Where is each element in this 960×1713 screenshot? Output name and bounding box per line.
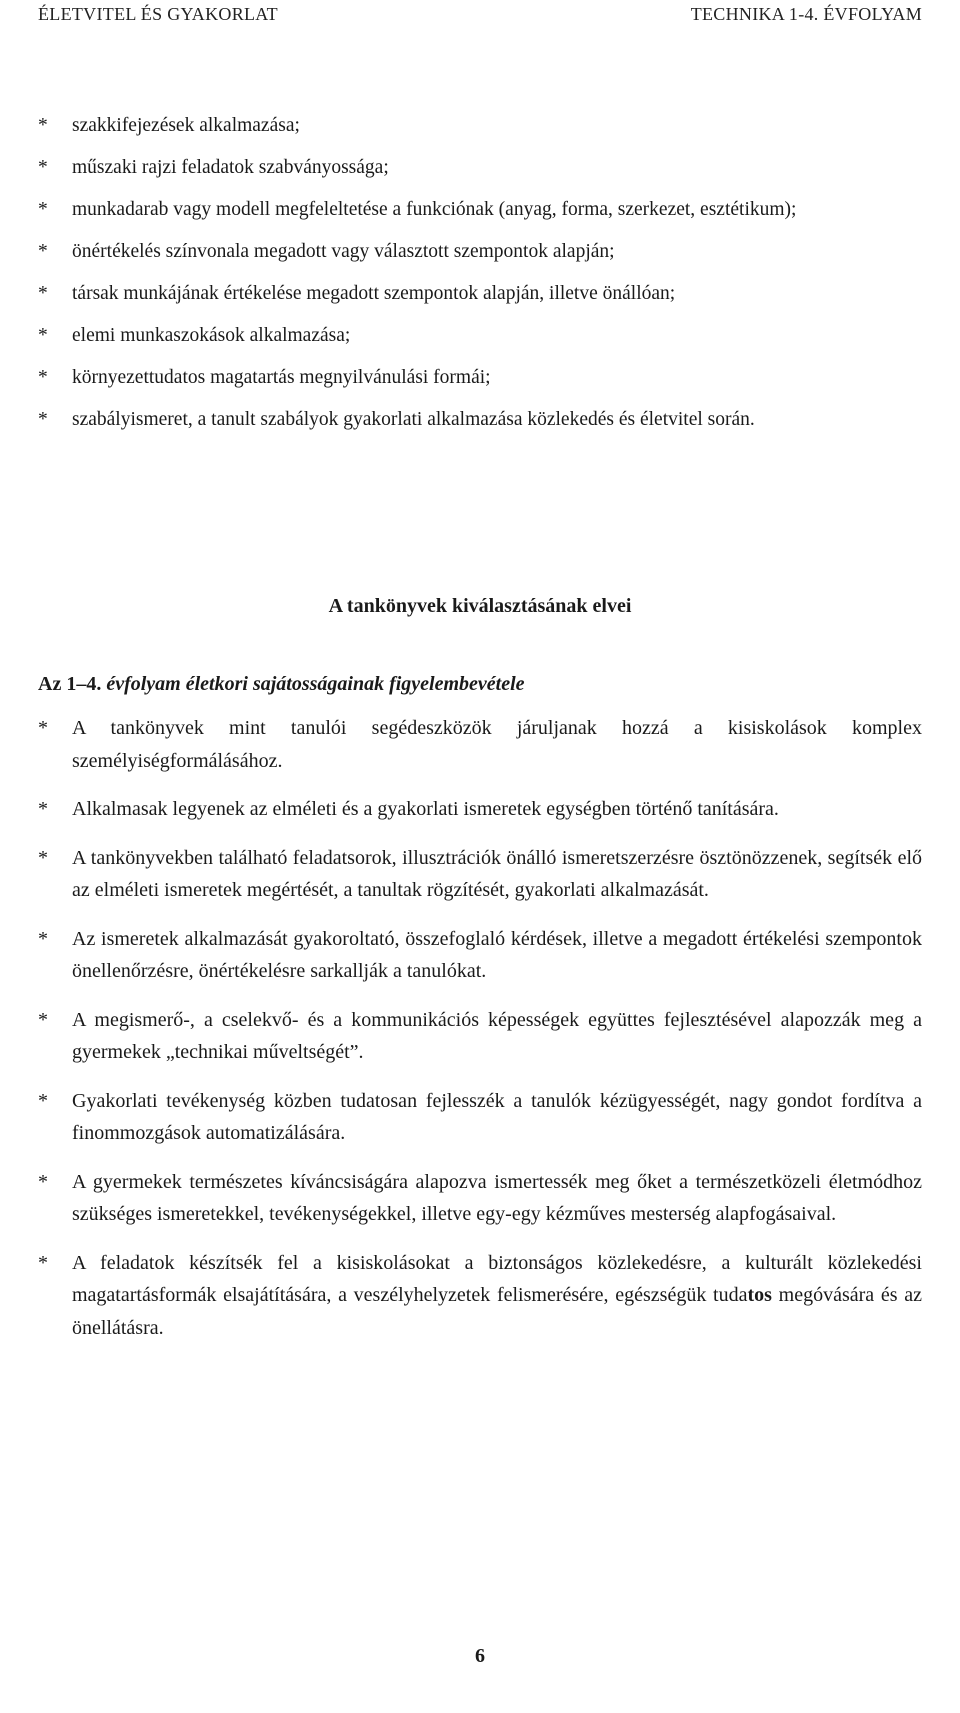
bullet-star: * xyxy=(38,798,48,820)
bullet-star: * xyxy=(38,846,48,869)
list-item: * műszaki rajzi feladatok szabványossága; xyxy=(38,152,922,184)
bullet-star: * xyxy=(38,199,48,220)
bullet-star: * xyxy=(38,367,48,388)
bullet-star: * xyxy=(38,717,48,739)
list-item: * szakkifejezések alkalmazása; xyxy=(38,110,922,142)
bullet-star: * xyxy=(38,325,48,346)
bullet-star: * xyxy=(38,1251,48,1274)
list-item: * szabályismeret, a tanult szabályok gyakorlati alkalmazása közlekedés és életvitel során. xyxy=(38,404,922,436)
running-header xyxy=(38,4,922,32)
list-item: * környezettudatos magatartás megnyilvánulási formái; xyxy=(38,362,922,394)
page-number: 6 xyxy=(475,1645,485,1667)
section-title: A tankönyvek kiválasztásának elvei xyxy=(328,595,632,617)
list-item: * A tankönyvek mint tanulói segédeszközök járuljanak hozzá a kisiskolások komplex személyiségformálásához. xyxy=(38,712,922,777)
list-item: * önértékelés színvonala megadott vagy választott szempontok alapján; xyxy=(38,236,922,268)
list-item: * társak munkájának értékelése megadott szempontok alapján, illetve önállóan; xyxy=(38,278,922,310)
list-item: * elemi munkaszokások alkalmazása; xyxy=(38,320,922,352)
bullet-star: * xyxy=(38,283,48,304)
criteria-list xyxy=(38,110,922,446)
header-right: TECHNIKA 1-4. ÉVFOLYAM xyxy=(690,4,922,24)
list-item: * Alkalmasak legyenek az elméleti és a gyakorlati ismeretek egységben történő tanítására. xyxy=(38,793,922,826)
subheading-prefix: Az 1–4. xyxy=(38,673,102,695)
subheading xyxy=(38,673,525,696)
list-item: * munkadarab vagy modell megfeleltetése a funkciónak (anyag, forma, szerkezet, esztétikum); xyxy=(38,194,922,226)
bullet-star: * xyxy=(38,1008,48,1031)
list-item: * A feladatok készítsék fel a kisiskolásokat a biztonságos közlekedésre, a kulturált közlekedési magatartásformák elsajátítására, a veszélyhelyzetek felismerésére, egészségük tudatos megóvására és az önellátásra. xyxy=(38,1247,922,1345)
list-item: * Az ismeretek alkalmazását gyakoroltató, összefoglaló kérdések, illetve a megadott értékelési szempontok önellenőrzésre, önértékelésre sarkallják a tanulókat. xyxy=(38,923,922,988)
bullet-star: * xyxy=(38,1089,48,1112)
subheading-italic: évfolyam életkori sajátosságainak figyelembevétele xyxy=(101,673,525,695)
bullet-star: * xyxy=(38,157,48,178)
list-item: * Gyakorlati tevékenység közben tudatosan fejlesszék a tanulók kézügyességét, nagy gondot fordítva a finommozgások automatizálására. xyxy=(38,1085,922,1150)
bullet-star: * xyxy=(38,241,48,262)
bullet-star: * xyxy=(38,115,48,136)
list-item: * A megismerő-, a cselekvő- és a kommunikációs képességek együttes fejlesztésével alapozzák meg a gyermekek „technikai műveltségét”. xyxy=(38,1004,922,1069)
bullet-star: * xyxy=(38,1170,48,1193)
header-left: ÉLETVITEL ÉS GYAKORLAT xyxy=(38,4,278,24)
bullet-star: * xyxy=(38,409,48,430)
list-item: * A gyermekek természetes kíváncsiságára alapozva ismertessék meg őket a természetközeli életmódhoz szükséges ismeretekkel, tevékenységekkel, illetve egy-egy kézműves mesterség alapfogásaival. xyxy=(38,1166,922,1231)
bullet-star: * xyxy=(38,927,48,950)
list-item: * A tankönyvekben található feladatsorok, illusztrációk önálló ismeretszerzésre ösztönözzenek, segítsék elő az elméleti ismeretek megértését, a tanultak rögzítését, gyakorlati alkalmazását. xyxy=(38,842,922,907)
principles-list xyxy=(38,712,922,1360)
